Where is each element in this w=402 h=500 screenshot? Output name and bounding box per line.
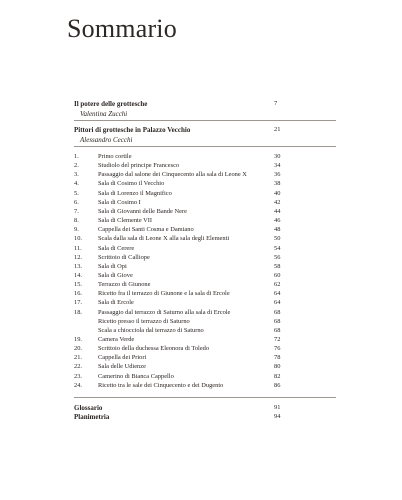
entry-title: Camera Verde [98,336,135,343]
entry-number: 10. [74,235,82,243]
intro-author: Valentina Zucchi [80,110,128,118]
entry-page: 34 [274,162,281,170]
entry-number: 13. [74,262,82,270]
divider [74,120,336,121]
entry-number: 7. [74,207,79,215]
entry-number: 6. [74,198,79,206]
entry-title: Cappella dei Santi Cosma e Damiano [98,226,194,234]
entry-page: 60 [274,271,281,279]
intro-author: Alessandro Cecchi [80,136,133,144]
back-title: Glossario [74,404,103,412]
entry-page: 72 [274,336,281,343]
entry-page: 36 [274,171,281,179]
entry-page: 38 [274,180,281,188]
entry-number: 15. [74,281,82,289]
entry-number: 5. [74,189,79,197]
back-page: 91 [274,404,281,411]
entry-page: 30 [274,153,281,160]
entry-page: 44 [274,207,281,215]
entry-page: 58 [274,262,281,270]
entry-title: Ricetto tra le sale dei Cinquecento e dei Dugento [98,381,224,389]
entry-title: Ricetto fra il terrazzo di Giunone e la sala di Ercole [98,290,230,298]
entry-title: Passaggio dal terrazzo di Saturno alla sala di Ercole [98,308,231,316]
entry-title: Sala delle Udienze [98,363,146,371]
entry-number: 22. [74,363,82,371]
entry-page: 48 [274,226,281,234]
entry-title: Sala di Lorenzo il Magnifico [98,189,172,197]
entry-page: 78 [274,354,281,362]
entry-title: Sala di Opi [98,262,127,270]
entry-number: 14. [74,271,82,279]
entry-title: Ricetto presso il terrazzo di Saturno [98,317,190,325]
entry-number: 20. [74,345,82,353]
page-title: Sommario [67,14,177,43]
entry-number: 1. [74,153,79,160]
entry-title: Passaggio dal salone dei Cinquecento alla sala di Leone X [98,171,247,179]
intro-title: Il potere delle grottesche [74,100,148,108]
entry-title: Studiolo del principe Francesco [98,162,180,170]
entry-number: 24. [74,381,82,389]
entry-page: 56 [274,253,281,261]
entry-page: 46 [274,217,281,225]
entry-title: Primo cortile [98,153,132,160]
divider [74,146,336,147]
entry-title: Sala di Ercole [98,299,134,307]
entry-title: Cappella dei Priori [98,354,147,362]
intro-page: 7 [274,100,278,107]
entry-page: 64 [274,299,281,307]
entry-page: 64 [274,290,281,298]
entry-number: 21. [74,354,82,362]
entry-number: 18. [74,308,82,316]
entry-title: Scala dalla sala di Leone X alla sala degli Elementi [98,235,230,243]
entry-number: 9. [74,226,79,234]
entry-number: 17. [74,299,82,307]
entry-title: Scrittoio di Calliope [98,253,150,261]
entry-page: 68 [274,326,281,334]
back-page: 94 [274,413,281,420]
entry-page: 76 [274,345,281,353]
entry-page: 42 [274,198,281,206]
entry-title: Camerino di Bianca Cappello [98,372,174,380]
entry-page: 62 [274,281,281,289]
intro-title: Pittori di grottesche in Palazzo Vecchio [74,126,191,134]
entry-number: 2. [74,162,79,170]
entry-title: Scala a chiocciola dal terrazzo di Saturno [98,326,204,334]
entry-page: 82 [274,372,281,380]
entry-title: Terrazzo di Giunone [98,281,151,289]
entry-page: 86 [274,381,281,389]
entry-number: 3. [74,171,79,179]
entry-title: Sala di Giovanni delle Bande Nere [98,207,187,215]
entry-number: 8. [74,217,79,225]
entry-number: 4. [74,180,79,188]
intro-page: 21 [274,126,281,133]
entry-page: 50 [274,235,281,243]
entry-title: Sala di Cerere [98,244,135,252]
divider [74,397,336,398]
entry-title: Sala di Cosimo I [98,198,141,206]
entry-page: 80 [274,363,281,371]
back-title: Planimetria [74,413,110,421]
entry-page: 40 [274,189,281,197]
entry-number: 12. [74,253,82,261]
toc-entry [0,381,402,391]
entry-number: 16. [74,290,82,298]
entry-title: Scrittoio della duchessa Eleonora di Toledo [98,345,210,353]
entry-title: Sala di Cosimo il Vecchio [98,180,165,188]
entry-title: Sala di Giove [98,271,133,279]
entry-title: Sala di Clemente VII [98,217,153,225]
entry-number: 19. [74,336,82,343]
entry-page: 68 [274,317,281,325]
entry-page: 54 [274,244,281,252]
entry-page: 68 [274,308,281,316]
entry-number: 11. [74,244,82,252]
entry-number: 23. [74,372,82,380]
